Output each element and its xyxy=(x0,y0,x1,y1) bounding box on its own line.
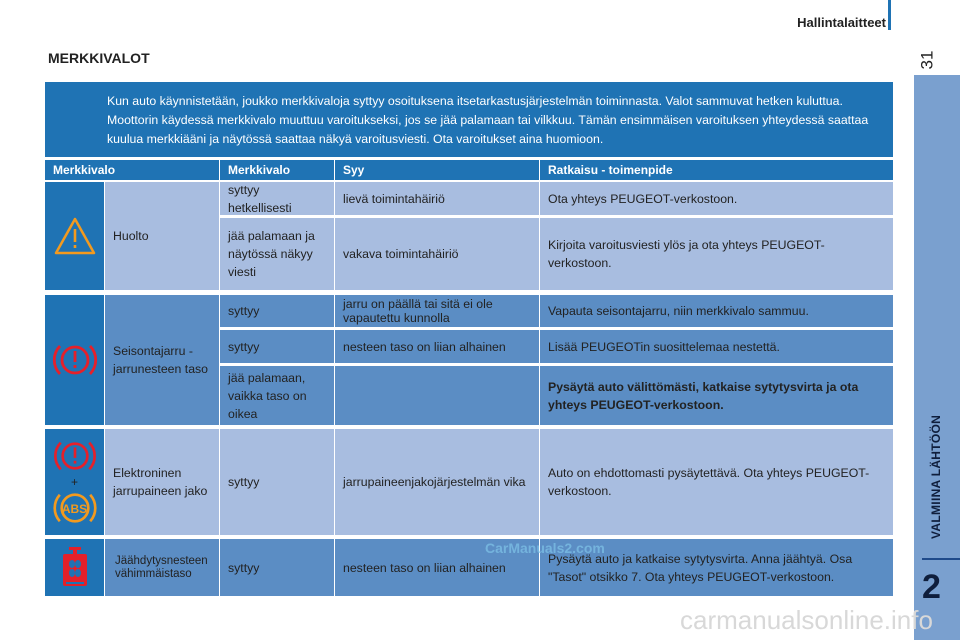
state-cell: jää palamaan ja näytössä näkyy viesti xyxy=(220,218,334,290)
cause-cell: lievä toimintahäiriö xyxy=(335,182,539,215)
cause-cell xyxy=(335,366,539,425)
chapter-title: VALMIINA LÄHTÖÖN xyxy=(929,414,943,539)
chapter-number: 2 xyxy=(922,568,941,606)
chapter-tab xyxy=(914,75,960,640)
cause-cell: nesteen taso on liian alhainen xyxy=(335,330,539,363)
service-warning-icon xyxy=(45,182,104,290)
col-header-name: Merkkivalo xyxy=(220,160,334,180)
coolant-level-icon xyxy=(45,539,104,596)
abs-icon xyxy=(52,489,98,527)
state-cell: syttyy hetkellisesti xyxy=(220,182,334,215)
watermark: carmanualsonline.info xyxy=(680,605,933,635)
col-header-solution: Ratkaisu - toimenpide xyxy=(540,160,893,180)
ebd-icons xyxy=(45,429,104,535)
state-cell: syttyy xyxy=(220,539,334,596)
light-name: Huolto xyxy=(105,182,219,290)
state-cell: jää palamaan, vaikka taso on oikea xyxy=(220,366,334,425)
watermark: CarManuals2.com xyxy=(485,540,605,556)
page-title: MERKKIVALOT xyxy=(48,50,150,66)
solution-cell: Pysäytä auto välittömästi, katkaise sytytysvirta ja ota yhteys PEUGEOT-verkostoon. xyxy=(540,366,893,425)
solution-cell: Kirjoita varoitusviesti ylös ja ota yhteys PEUGEOT-verkostoon. xyxy=(540,218,893,290)
light-name: Seisontajarru - jarrunesteen taso xyxy=(105,295,219,425)
solution-cell: Vapauta seisontajarru, niin merkkivalo sammuu. xyxy=(540,295,893,327)
cause-cell: jarrupaineenjakojärjestelmän vika xyxy=(335,429,539,535)
brake-warning-icon xyxy=(45,295,104,425)
solution-cell: Pysäytä auto ja katkaise sytytysvirta. Anna jäähtyä. Osa "Tasot" otsikko 7. Ota yhteys PEUGEOT-verkostoon. xyxy=(540,539,893,596)
cause-cell: nesteen taso on liian alhainen xyxy=(335,539,539,596)
solution-cell: Ota yhteys PEUGEOT-verkostoon. xyxy=(540,182,893,215)
state-cell: syttyy xyxy=(220,295,334,327)
light-name: Jäähdytysnesteen vähimmäistaso xyxy=(105,539,219,596)
plus-sign: + xyxy=(70,475,78,489)
state-cell: syttyy xyxy=(220,330,334,363)
header-divider xyxy=(888,0,891,30)
state-cell: syttyy xyxy=(220,429,334,535)
brake-warning-icon xyxy=(52,437,98,475)
col-header-icon: Merkkivalo xyxy=(45,160,219,180)
cause-cell: vakava toimintahäiriö xyxy=(335,218,539,290)
cause-cell: jarru on päällä tai sitä ei ole vapautettu kunnolla xyxy=(335,295,539,327)
solution-cell: Lisää PEUGEOTin suosittelemaa nestettä. xyxy=(540,330,893,363)
light-name: Elektroninen jarrupaineen jako xyxy=(105,429,219,535)
chapter-divider xyxy=(922,558,960,560)
col-header-cause: Syy xyxy=(335,160,539,180)
abs-label: ABS xyxy=(61,502,88,516)
page-number: 31 xyxy=(917,50,937,70)
intro-text: Kun auto käynnistetään, joukko merkkivaloja syttyy osoituksena itsetarkastusjärjestelmän toiminnasta. Valot sammuvat hetken kuluttua. Moottorin käydessä merkkivalo muuttuu varoitukseksi, jos se jää palamaan tai vilkkuu. Tämän ensimmäisen varoituksen yhteydessä saattaa kuulua merkkiääni ja näytössä saattaa näkyä varoitusviesti. Ota varoitukset aina huomioon. xyxy=(45,82,893,157)
solution-cell: Auto on ehdottomasti pysäytettävä. Ota yhteys PEUGEOT-verkostoon. xyxy=(540,429,893,535)
section-header: Hallintalaitteet xyxy=(797,15,886,30)
